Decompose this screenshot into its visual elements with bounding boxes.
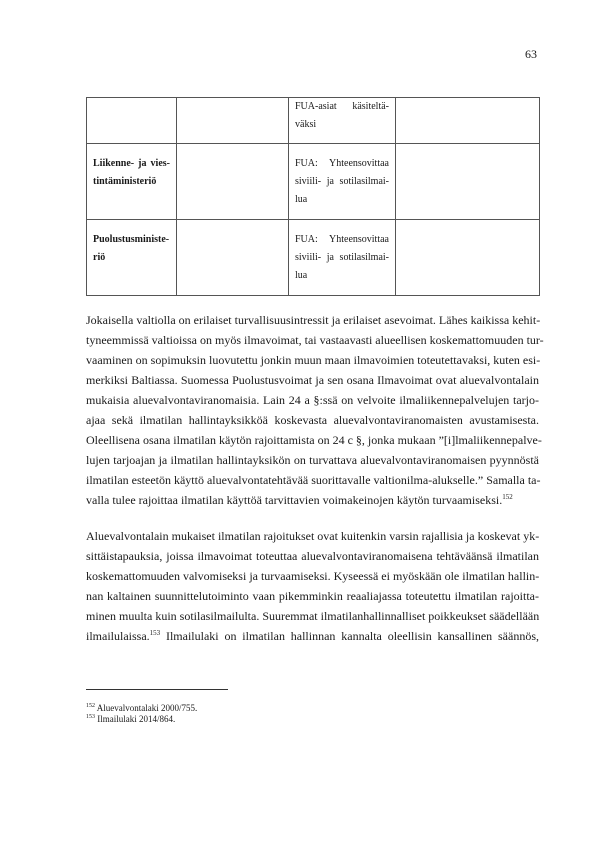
- table-row: [87, 98, 540, 144]
- text-fragment: ilmailulaissa.: [86, 629, 150, 643]
- text-line: lujen tarjoajan ja ilmatilan hallintayksikön on turvattava aluevalvontaviranomaisen pyynnöstä: [86, 453, 539, 467]
- text-line: nan kaltainen suunnittelutoiminto vaan pikemminkin reaaliajassa toteutettu ilmatilan rajoitta-: [86, 589, 539, 603]
- cell-line: FUA: Yhteensovittaa: [295, 158, 389, 169]
- text-fragment: Ilmailulaki on ilmatilan hallinnan kannalta oleellisin kansallinen säännös,: [160, 629, 539, 643]
- cell-line: Liikenne- ja vies-: [93, 158, 170, 169]
- cell-line: siviili- ja sotilasilmai-: [295, 176, 389, 187]
- text-line: Oleellisena osana ilmatilan käytön rajoittamista on 24 c §, jonka mukaan ”[i]lmaliikennepalve-: [86, 433, 542, 447]
- table-row: [87, 144, 540, 220]
- authority-table: [86, 97, 540, 296]
- text-line: Aluevalvontalain mukaiset ilmatilan rajoitukset ovat kuitenkin varsin rajallisia ja koskevat yk-: [86, 529, 540, 543]
- text-line: [86, 626, 539, 646]
- footnote-ref[interactable]: 152: [502, 493, 513, 501]
- footnotes: [86, 703, 197, 725]
- text-line: [86, 490, 539, 510]
- footnote-number: 153: [86, 714, 95, 720]
- text-line: minen muulta kuin sotilasilmailulta. Suuremmat ilmatilanhallinnalliset poikkeukset säädellään: [86, 609, 540, 623]
- table-cell: [177, 144, 289, 220]
- table-cell-authority: [87, 98, 177, 144]
- table-cell: [396, 220, 540, 296]
- text-line: koskemattomuuden valvomiseksi ja turvaamiseksi. Kyseessä ei myöskään ole ilmatilan hallin-: [86, 569, 540, 583]
- table-row: [87, 220, 540, 296]
- cell-line: Puolustusministe-: [93, 234, 170, 245]
- table-cell: [177, 98, 289, 144]
- text-line: Jokaisella valtiolla on erilaiset turvallisuusintressit ja erilaiset asevoimat. Lähes kaikissa kehit-: [86, 313, 541, 327]
- text-line: mukaisia aluevalvontaviranomaisia. Lain 24 a §:ssä on velvoite ilmaliikennepalvelujen tarjo-: [86, 393, 539, 407]
- footnote-text: Aluevalvontalaki 2000/755.: [95, 703, 198, 713]
- cell-line: väksi: [295, 119, 317, 130]
- page-number: 63: [525, 47, 537, 61]
- table-cell: [396, 144, 540, 220]
- table-cell: [177, 220, 289, 296]
- table-cell: [396, 98, 540, 144]
- table-cell-authority: [87, 144, 177, 220]
- footnote: [86, 714, 197, 725]
- table-cell-task: [289, 220, 396, 296]
- text-line: tyneemmissä valtioissa on myös ilmavoimat, tai vastaavasti alueellisen koskemattomuuden tur-: [86, 333, 544, 347]
- table-cell-task: [289, 98, 396, 144]
- text-line: vaaminen on sopimuksin luovutettu jonkin muun maan ilmavoimien toteutettavaksi, kuten esi-: [86, 353, 541, 367]
- cell-line: FUA: Yhteensovittaa: [295, 234, 389, 245]
- footnote-text: Ilmailulaki 2014/864.: [95, 714, 176, 724]
- text-line: ajaa sekä ilmatilan hallintayksikköä koskevasta aluevalvontaviranomaisten avustamisesta.: [86, 413, 539, 427]
- text-line: sittäistapauksia, joissa ilmavoimat toteuttaa aluevalvontaviranomaisena tehtäväänsä ilmatilan: [86, 549, 539, 563]
- cell-line: lua: [295, 194, 308, 205]
- cell-line: riö: [93, 252, 106, 263]
- table-cell-authority: [87, 220, 177, 296]
- cell-line: siviili- ja sotilasilmai-: [295, 252, 389, 263]
- footnote: [86, 703, 197, 714]
- text-line: merkiksi Baltiassa. Suomessa Puolustusvoimat ja sen osana Ilmavoimat ovat aluevalvontalain: [86, 373, 539, 387]
- cell-line: FUA-asiat käsiteltä-: [295, 101, 389, 112]
- table-cell-task: [289, 144, 396, 220]
- cell-line: lua: [295, 270, 308, 281]
- body-paragraph: [86, 526, 539, 646]
- footnote-number: 152: [86, 703, 95, 709]
- body-paragraph: [86, 310, 544, 510]
- footnote-ref[interactable]: 153: [149, 629, 161, 637]
- text-line: ilmatilan esteetön käyttö aluevalvontatehtävää suorittavalle valtionilma-alukselle.” Samalla ta-: [86, 473, 541, 487]
- text-fragment: valla tulee rajoittaa ilmatilan käyttöä tarvittavien voimakeinojen käytön turvaamiseksi.: [86, 493, 503, 507]
- cell-line: tintäministeriö: [93, 176, 157, 187]
- footnote-divider: [86, 689, 228, 690]
